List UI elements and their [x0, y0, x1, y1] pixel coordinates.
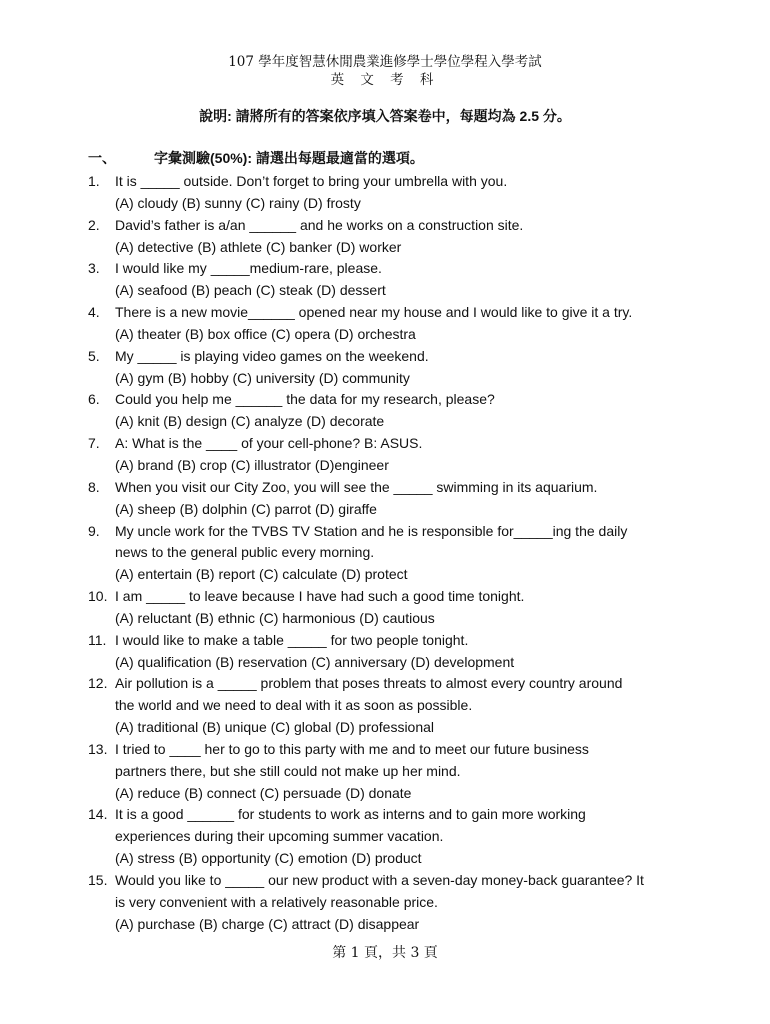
question-number: 6.	[88, 391, 100, 408]
question-text: Would you like to _____ our new product with a seven-day money-back guarantee? It	[115, 872, 644, 888]
question-stem	[88, 171, 728, 193]
question-number: 8.	[88, 478, 100, 495]
question-text: There is a new movie______ opened near my house and I would like to give it a try.	[115, 304, 633, 321]
question-text-continued: experiences during their upcoming summer vacation.	[115, 828, 444, 845]
question-stem	[88, 739, 728, 761]
question-number: 13.	[88, 740, 108, 757]
question-text-continued: news to the general public every morning.	[115, 544, 375, 561]
question-item	[88, 215, 728, 259]
answer-options: (A) entertain (B) report (C) calculate (D) protect	[115, 566, 408, 583]
question-stem	[88, 870, 728, 892]
question-text: It is a good ______ for students to work as interns and to gain more working	[115, 806, 586, 823]
question-item	[88, 433, 728, 477]
answer-options: (A) cloudy (B) sunny (C) rainy (D) frosty	[115, 194, 361, 211]
answer-options: (A) seafood (B) peach (C) steak (D) dessert	[115, 282, 386, 299]
question-text-continued: is very convenient with a relatively reasonable price.	[115, 893, 438, 910]
question-text: My _____ is playing video games on the weekend.	[115, 347, 429, 364]
answer-options: (A) gym (B) hobby (C) university (D) community	[115, 369, 410, 386]
answer-options: (A) sheep (B) dolphin (C) parrot (D) giraffe	[115, 500, 377, 517]
answer-options: (A) theater (B) box office (C) opera (D) orchestra	[115, 325, 416, 342]
question-number: 9.	[88, 522, 100, 539]
question-text: David’s father is a/an ______ and he works on a construction site.	[115, 216, 524, 233]
exam-instruction: 說明: 請將所有的答案依序填入答案卷中，每題均為 2.5 分。	[199, 108, 571, 124]
question-number: 3.	[88, 260, 100, 277]
question-text: My uncle work for the TVBS TV Station and he is responsible for_____ing the daily	[115, 522, 628, 539]
question-number: 11.	[88, 631, 107, 648]
answer-options: (A) detective (B) athlete (C) banker (D) worker	[115, 238, 402, 255]
answer-options: (A) purchase (B) charge (C) attract (D) disappear	[115, 915, 420, 932]
question-text-continued: the world and we need to deal with it as soon as possible.	[115, 697, 473, 714]
question-stem	[88, 804, 728, 826]
exam-subject: 英 文 考 科	[330, 72, 440, 88]
question-item	[88, 630, 728, 674]
question-text: A: What is the ____ of your cell-phone? B: ASUS.	[115, 435, 423, 452]
question-number: 2.	[88, 216, 100, 233]
question-text: I am _____ to leave because I have had such a good time tonight.	[115, 588, 525, 605]
question-item	[88, 302, 728, 346]
section-title: 字彙測驗(50%): 請選出每題最適當的選項。	[154, 150, 424, 166]
question-text: Could you help me ______ the data for my research, please?	[115, 391, 495, 408]
page-footer: 第 1 頁，共 3 頁	[332, 945, 438, 961]
answer-options: (A) traditional (B) unique (C) global (D) professional	[115, 719, 435, 736]
question-stem	[88, 630, 728, 652]
answer-options: (A) stress (B) opportunity (C) emotion (D) product	[115, 850, 422, 867]
answer-options: (A) brand (B) crop (C) illustrator (D)engineer	[115, 456, 389, 473]
question-item	[88, 171, 728, 215]
question-stem	[88, 346, 728, 368]
question-text: I tried to ____ her to go to this party with me and to meet our future business	[115, 740, 589, 757]
question-item	[88, 673, 728, 739]
question-text: When you visit our City Zoo, you will see the _____ swimming in its aquarium.	[115, 478, 598, 495]
section-number: 一、	[88, 150, 116, 166]
question-stem	[88, 433, 728, 455]
question-stem	[88, 258, 728, 280]
answer-options: (A) reduce (B) connect (C) persuade (D) donate	[115, 784, 412, 801]
question-number: 12.	[88, 675, 108, 692]
question-number: 7.	[88, 435, 100, 452]
answer-options: (A) qualification (B) reservation (C) anniversary (D) development	[115, 653, 515, 670]
answer-options: (A) reluctant (B) ethnic (C) harmonious (D) cautious	[115, 609, 435, 626]
question-stem	[88, 521, 728, 543]
question-item	[88, 739, 728, 805]
question-item	[88, 346, 728, 390]
question-text: I would like my _____medium-rare, please.	[115, 260, 382, 277]
question-number: 14.	[88, 806, 108, 823]
question-text: It is _____ outside. Don’t forget to bring your umbrella with you.	[115, 173, 508, 189]
question-list	[88, 171, 728, 936]
exam-title: 107 學年度智慧休閒農業進修學士學位學程入學考試	[228, 54, 542, 70]
question-stem	[88, 302, 728, 324]
question-text: I would like to make a table _____ for two people tonight.	[115, 631, 469, 648]
question-item	[88, 389, 728, 433]
question-number: 10.	[88, 588, 108, 605]
question-number: 4.	[88, 304, 100, 321]
question-item	[88, 804, 728, 870]
question-stem	[88, 389, 728, 411]
question-number: 1.	[88, 173, 100, 189]
question-item	[88, 586, 728, 630]
question-text: Air pollution is a _____ problem that poses threats to almost every country around	[115, 675, 623, 692]
question-item	[88, 521, 728, 587]
question-stem	[88, 586, 728, 608]
question-number: 15.	[88, 872, 108, 888]
question-item	[88, 477, 728, 521]
section-heading	[88, 149, 424, 167]
question-item	[88, 258, 728, 302]
question-stem	[88, 215, 728, 237]
question-stem	[88, 673, 728, 695]
question-number: 5.	[88, 347, 100, 364]
answer-options: (A) knit (B) design (C) analyze (D) decorate	[115, 413, 385, 430]
question-text-continued: partners there, but she still could not make up her mind.	[115, 762, 461, 779]
question-stem	[88, 477, 728, 499]
question-item	[88, 870, 728, 936]
